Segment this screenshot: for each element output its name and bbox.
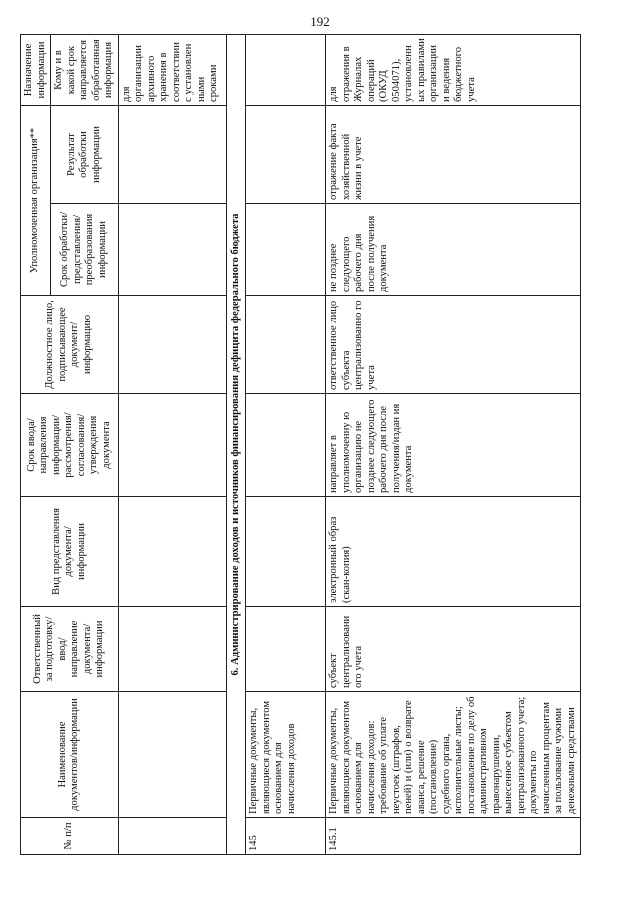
header-row-1 (21, 35, 51, 855)
header-name: Наименование документов/информации (21, 692, 119, 818)
header-form: Вид представления документа/ информации (21, 497, 119, 607)
row-responsible (246, 607, 326, 692)
row-deadline: направляет в уполномоченну ю организацию не позднее следующего рабочего дня после получения/издан ия документа (326, 394, 581, 497)
row-num: 145 (246, 818, 326, 855)
header-official: Должностное лицо, подписывающее документ/ информацию (21, 296, 119, 394)
header-num: № п/п (21, 818, 119, 855)
continued-purpose: для организации архивного хранения в соответствии с установлен ными сроками (118, 35, 226, 106)
header-authorized: Уполномоченная организация** (21, 106, 51, 296)
page-number: 192 (310, 14, 330, 29)
document-registry-table (20, 34, 581, 855)
row-deadline (246, 394, 326, 497)
row-purpose: для отражения в Журналах операций (ОКУД 0504071), установленн ых правилами организации и ведения бюджетного учета (326, 35, 581, 106)
header-responsible: Ответственный за подготовку/ ввод/ направление документа/ информации (21, 607, 119, 692)
row-auth-result (246, 106, 326, 204)
row-auth-deadline (246, 204, 326, 296)
row-form: электронный образ (скан-копия) (326, 497, 581, 607)
row-official (246, 296, 326, 394)
row-name: Первичные документы, являющиеся документом основанием для начисления доходов (246, 692, 326, 818)
row-purpose (246, 35, 326, 106)
section-title: 6. Администрирование доходов и источников финансирования дефицита федерального бюджета (226, 35, 246, 855)
table-row (326, 35, 581, 855)
header-deadline: Срок ввода/ направления информации/ рассмотрения/ согласования/ утверждения документа (21, 394, 119, 497)
row-num: 145.1 (326, 818, 581, 855)
table-row (246, 35, 326, 855)
row-official: ответственное лицо субъекта централизованно го учета (326, 296, 581, 394)
row-form (246, 497, 326, 607)
header-auth-deadline: Срок обработки/ представления/ преобразования информации (51, 204, 119, 296)
row-auth-deadline: не позднее следующего рабочего дня после получения документа (326, 204, 581, 296)
header-auth-result: Результат обработки информации (51, 106, 119, 204)
header-purpose-to: Кому и в какой срок направляется обработанная информация (51, 35, 119, 106)
section-row (226, 35, 246, 855)
header-purpose: Назначение информации (21, 35, 51, 106)
row-responsible: субъект централизовани ого учета (326, 607, 581, 692)
row-auth-result: отражение факта хозяйственной жизни в учете (326, 106, 581, 204)
rotated-table-wrapper (20, 35, 620, 855)
row-name: Первичные документы, являющиеся документом основанием для начисления доходов: требование об уплате неустоек (штрафов, пеней) и (или) о возврате аванса, решение (постановление) судебного органа, исполнительные листы; постановление по делу об административном правонарушении, вынесенное субъектом централизованного учета; документы по начисленным процентам за пользование чужими денежными средствами (326, 692, 581, 818)
continued-row (118, 35, 226, 855)
